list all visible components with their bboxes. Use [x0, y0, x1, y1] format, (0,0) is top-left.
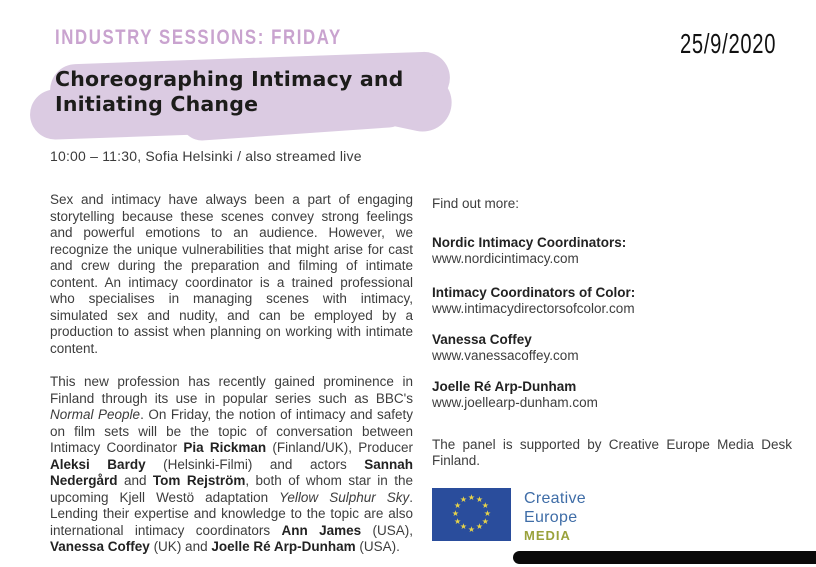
eu-star-icon: ★ — [459, 522, 468, 532]
link-entry-name: Intimacy Coordinators of Color: — [432, 284, 636, 300]
eu-star-icon: ★ — [481, 516, 489, 526]
eu-star-icon: ★ — [483, 508, 492, 518]
page-title — [55, 67, 404, 117]
find-out-more-label: Find out more: — [432, 196, 520, 211]
article-body — [50, 192, 413, 556]
link-entry — [432, 235, 792, 268]
eu-star-icon: ★ — [459, 494, 468, 504]
kicker-heading: INDUSTRY SESSIONS: FRIDAY — [55, 26, 342, 49]
eu-star-icon: ★ — [475, 522, 484, 532]
eu-star-icon: ★ — [467, 492, 476, 502]
logo-text-line2: Europe — [524, 508, 578, 526]
bottom-bar-decoration — [513, 551, 816, 564]
eu-star-icon: ★ — [475, 494, 484, 504]
eu-star-icon: ★ — [451, 508, 460, 518]
link-entry-url: www.nordicintimacy.com — [432, 251, 579, 266]
link-entry-url: www.joellearp-dunham.com — [432, 395, 598, 410]
article-paragraph-2: This new profession has recently gained prominence in Finland through its use in popular series such as BBC's Normal People. On Friday, the notion of intimacy and safety on film sets will be the topic of conversation between Intimacy Coordinator Pia Rickman (Finland/UK), Producer Aleksi Bardy (Helsinki-Filmi) and actors Sannah Nedergård and Tom Rejström, both of whom star in the upcoming Kjell Westö adaptation Yellow Sulphur Sky. Lending their expertise and knowledge to the topic are also international intimacy coordinators Ann James (USA), Vanessa Coffey (UK) and Joelle Ré Arp-Dunham (USA). — [50, 374, 414, 554]
link-entry — [432, 332, 792, 365]
support-note: The panel is supported by Creative Europe Media Desk Finland. — [432, 436, 792, 468]
logo-text-line3: MEDIA — [524, 527, 571, 543]
link-entry — [432, 379, 792, 412]
link-entry-url: www.vanessacoffey.com — [432, 348, 579, 363]
link-entry-name: Joelle Ré Arp-Dunham — [432, 378, 577, 394]
eu-star-icon: ★ — [454, 500, 462, 510]
logo-text — [524, 488, 586, 544]
page-title-line1: Choreographing Intimacy and — [55, 67, 404, 91]
eu-star-icon: ★ — [481, 500, 489, 510]
session-info: 10:00 – 11:30, Sofia Helsinki / also streamed live — [50, 148, 362, 164]
link-entry-url: www.intimacydirectorsofcolor.com — [432, 301, 635, 316]
link-entry — [432, 285, 792, 318]
date-label: 25/9/2020 — [680, 28, 777, 59]
link-entry-name: Vanessa Coffey — [432, 331, 532, 347]
page-title-line2: Initiating Change — [55, 92, 259, 116]
logo-text-line1: Creative — [524, 489, 586, 507]
creative-europe-media-logo — [432, 488, 792, 544]
eu-star-icon: ★ — [454, 516, 462, 526]
eu-flag-icon — [432, 488, 511, 541]
article-paragraph-1: Sex and intimacy have always been a part of engaging storytelling because these scenes convey strong feelings and powerful emotions to an audience. However, we recognize the unique vulnerabilities that might arise for cast and crew during the preparation and filming of intimate content. An intimacy coordinator is a trained professional who specialises in managing scenes with intimacy, simulated sex and nudity, and can be employed by a production to assist when planning on working with intimate content. — [50, 192, 413, 356]
eu-star-icon: ★ — [467, 524, 476, 534]
sidebar — [432, 191, 792, 544]
link-entry-name: Nordic Intimacy Coordinators: — [432, 234, 627, 250]
